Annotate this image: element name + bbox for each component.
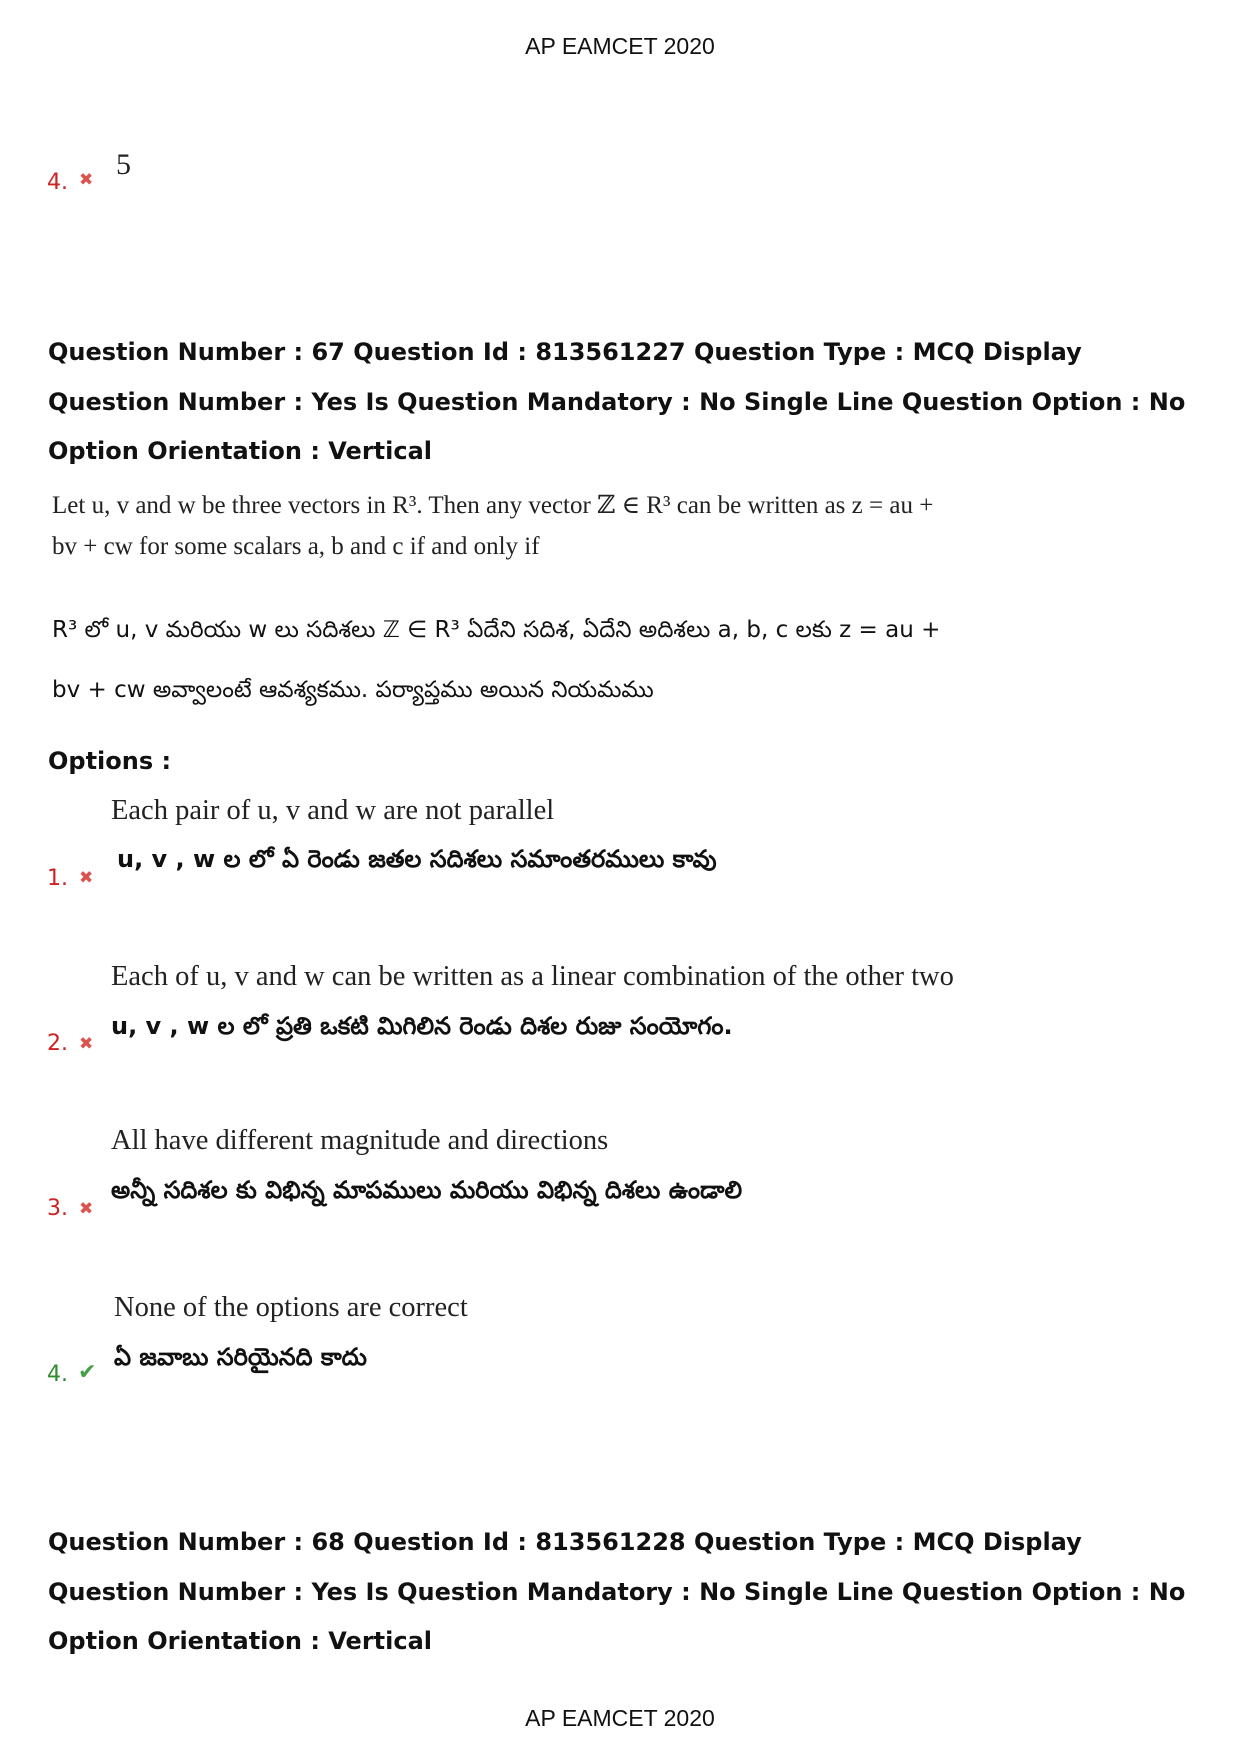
cross-icon: ✖ <box>79 170 94 190</box>
option-3-text-te: అన్నీ సదిశల కు విభిన్న మాపములు మరియు విభిన్న దిశలు ఉండాలి <box>111 1176 743 1204</box>
option-1-text-en: Each pair of u, v and w are not parallel <box>111 795 555 826</box>
option-3-text-en: All have different magnitude and directions <box>111 1125 609 1156</box>
check-icon: ✔ <box>78 1360 97 1385</box>
question-67-text-en-line2: bv + cw for some scalars a, b and c if and only if <box>52 533 540 560</box>
option-1-number: 1. <box>47 866 68 891</box>
question-68-meta: Question Number : 68 Question Id : 813561228 Question Type : MCQ Display Question Number : Yes Is Question Mandatory : No Single Line Question Option : No Option Orientation : Vertical <box>48 1528 1186 1655</box>
option-2-text-te: u, v , w ల లో ప్రతి ఒకటి మిగిలిన రెండు దిశల రుజు సంయోగం. <box>111 1012 733 1040</box>
question-67-text-en-line1: Let u, v and w be three vectors in R³. Then any vector ℤ ∈ R³ can be written as z = au + <box>52 492 934 519</box>
option-2-text-en: Each of u, v and w can be written as a linear combination of the other two <box>111 961 954 992</box>
cross-icon: ✖ <box>79 1199 94 1219</box>
question-67-text-te-line1: R³ లో u, v మరియు w లు సదిశలు ℤ ∈ R³ ఏదేని సదిశ, ఏదేని అదిశలు a, b, c లకు z = au + <box>52 617 941 643</box>
option-3-number: 3. <box>47 1196 68 1221</box>
options-label: Options : <box>48 747 172 775</box>
question-67-text-te-line2: bv + cw అవ్వాలంటే ఆవశ్యకము. పర్యాప్తము అయిన నియమము <box>52 677 654 703</box>
page-footer: AP EAMCET 2020 <box>525 1705 715 1731</box>
question-67-meta: Question Number : 67 Question Id : 813561227 Question Type : MCQ Display Question Number : Yes Is Question Mandatory : No Single Line Question Option : No Option Orientation : Vertical <box>48 338 1186 465</box>
option-1-text-te: u, v , w ల లో ఏ రెండు జతల సదిశలు సమాంతరములు కావు <box>117 845 717 873</box>
prev-option-number: 4. <box>47 170 68 195</box>
option-4-number: 4. <box>47 1362 68 1387</box>
option-4-text-en: None of the options are correct <box>114 1292 468 1323</box>
page-header: AP EAMCET 2020 <box>525 33 715 59</box>
prev-option-text: 5 <box>116 148 131 181</box>
option-4-text-te: ఏ జవాబు సరియైనది కాదు <box>114 1343 367 1371</box>
option-2-number: 2. <box>47 1031 68 1056</box>
cross-icon: ✖ <box>79 1034 94 1054</box>
cross-icon: ✖ <box>79 868 94 888</box>
